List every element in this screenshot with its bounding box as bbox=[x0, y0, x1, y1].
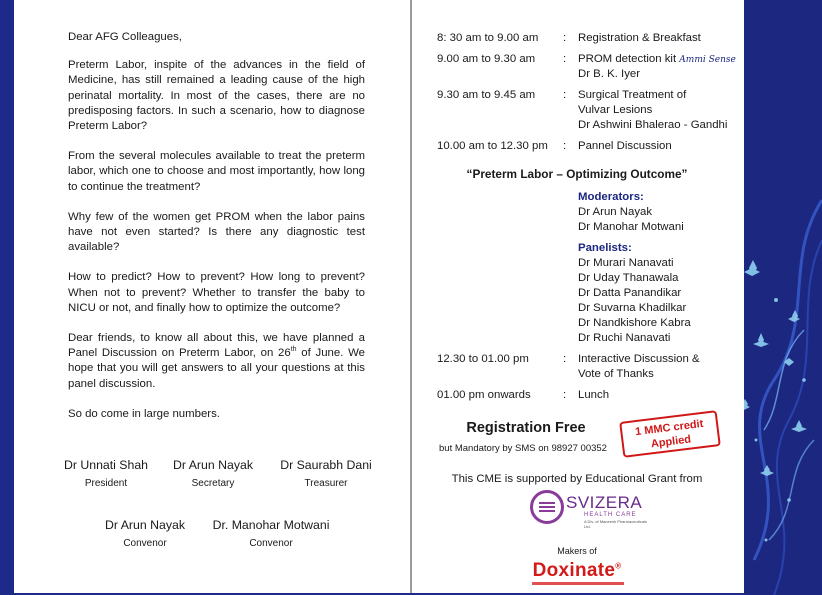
session-time: 12.30 to 01.00 pm bbox=[437, 353, 529, 365]
svizera-tagline: A Div. of Maneesh Pharmaceuticals Ltd. bbox=[584, 519, 647, 529]
letter-text: Dear friends, to know all about this, we have planned a Panel Discussion on Preterm Labor, on 26 bbox=[68, 332, 365, 360]
badge-line: Applied bbox=[650, 433, 692, 451]
session-time: 10.00 am to 12.30 pm bbox=[437, 140, 548, 152]
registration-title: Registration Free bbox=[466, 420, 586, 436]
signatory bbox=[164, 458, 262, 489]
session-desc: Registration & Breakfast bbox=[578, 32, 701, 44]
separator: : bbox=[563, 389, 567, 401]
separator: : bbox=[563, 89, 567, 101]
session-speaker: Dr B. K. Iyer bbox=[578, 68, 641, 80]
badge-line: 1 MMC credit bbox=[634, 417, 704, 439]
session-time: 9.00 am to 9.30 am bbox=[437, 53, 536, 65]
moderator-name: Dr Arun Nayak bbox=[578, 206, 653, 218]
ordinal-suffix: th bbox=[290, 346, 297, 354]
session-title: PROM detection kit bbox=[578, 53, 677, 65]
floral-swirl-icon bbox=[744, 0, 822, 595]
doxinate-tagline-bar bbox=[532, 582, 624, 585]
ammisense-logo: Ammi Sense bbox=[679, 55, 736, 65]
signatory-role: President bbox=[84, 478, 128, 489]
session-time: 9.30 am to 9.45 am bbox=[437, 89, 536, 101]
page-fold-line bbox=[410, 0, 412, 595]
signatory-role: Convenor bbox=[249, 538, 293, 549]
signatory bbox=[56, 458, 156, 489]
svizera-logo bbox=[530, 490, 648, 529]
panelist-name: Dr Datta Panandikar bbox=[578, 287, 682, 299]
letter-paragraph: From the several molecules available to treat the preterm labor, which one to choose and most importantly, how long to continue the treatment? bbox=[68, 150, 365, 193]
signatory-name: Dr. Manohar Motwani bbox=[212, 518, 330, 532]
letter-paragraph: Why few of the women get PROM when the labor pains have not even started? Is there any diagnostic test available? bbox=[68, 210, 365, 254]
svizera-name: SVIZERA bbox=[566, 493, 643, 512]
session-time: 01.00 pm onwards bbox=[437, 389, 531, 401]
letter-greeting: Dear AFG Colleagues, bbox=[68, 31, 182, 43]
separator: : bbox=[563, 32, 567, 44]
signatory-role: Convenor bbox=[123, 538, 167, 549]
signatory bbox=[270, 458, 382, 489]
cme-support-text: This CME is supported by Educational Grant from bbox=[451, 473, 703, 485]
signatory bbox=[203, 518, 339, 549]
invitation-letter bbox=[68, 30, 365, 437]
session-desc: Vote of Thanks bbox=[578, 368, 654, 380]
letter-text: of June. We hope that you will get answers to all your questions at this panel discussion. bbox=[68, 347, 365, 390]
panelist-name: Dr Ruchi Nanavati bbox=[578, 332, 671, 344]
letter-closing: So do come in large numbers. bbox=[68, 407, 220, 420]
letter-paragraph: How to predict? How to prevent? How long to prevent? When not to prevent? Whether to transfer the baby to NICU or not, and finally how to optimize the outcome? bbox=[68, 271, 365, 314]
brand-name: Doxinate bbox=[532, 560, 616, 581]
left-border-stripe bbox=[0, 0, 14, 595]
session-time: 8: 30 am to 9.00 am bbox=[437, 32, 539, 44]
doxinate-logo bbox=[410, 560, 744, 582]
makers-of-text: Makers of bbox=[557, 546, 597, 556]
session-desc: Interactive Discussion & bbox=[578, 353, 700, 365]
signatory-role: Treasurer bbox=[304, 478, 348, 489]
letter-paragraph: Preterm Labor, inspite of the advances in the field of Medicine, has still remained a leading cause of the high perinatal mortality. In most of the cases, there are no predisposing factors. In such a scenario, how to diagnose Preterm Labor? bbox=[68, 59, 365, 133]
session-desc: Lunch bbox=[578, 389, 610, 401]
session-speaker: Dr Ashwini Bhalerao - Gandhi bbox=[578, 119, 728, 131]
panelist-name: Dr Murari Nanavati bbox=[578, 257, 674, 269]
signatory-name: Dr Arun Nayak bbox=[173, 458, 253, 472]
session-desc: Vulvar Lesions bbox=[578, 104, 653, 116]
signatory-role: Secretary bbox=[191, 478, 235, 489]
session-desc: Surgical Treatment of bbox=[578, 89, 687, 101]
letter-paragraph bbox=[68, 331, 365, 392]
signatory bbox=[94, 518, 196, 549]
mmc-credit-badge bbox=[619, 410, 721, 458]
separator: : bbox=[563, 353, 567, 365]
svizera-subtitle: HEALTH CARE bbox=[584, 512, 637, 518]
separator: : bbox=[563, 140, 567, 152]
svizera-s-icon bbox=[530, 490, 564, 524]
registration-subtitle: but Mandatory by SMS on 98927 00352 bbox=[439, 443, 607, 454]
session-desc bbox=[578, 52, 736, 68]
panel-title: “Preterm Labor – Optimizing Outcome” bbox=[466, 167, 688, 181]
signatory-name: Dr Unnati Shah bbox=[63, 458, 149, 472]
session-desc: Pannel Discussion bbox=[578, 140, 672, 152]
separator: : bbox=[563, 53, 567, 65]
decorative-floral-panel bbox=[744, 0, 822, 595]
panelist-name: Dr Nandkishore Kabra bbox=[578, 317, 691, 329]
panelists-label: Panelists: bbox=[578, 242, 632, 254]
panelist-name: Dr Suvarna Khadilkar bbox=[578, 302, 687, 314]
signatory-name: Dr Saurabh Dani bbox=[280, 458, 372, 472]
moderator-name: Dr Manohar Motwani bbox=[578, 221, 684, 233]
panelist-name: Dr Uday Thanawala bbox=[578, 272, 679, 284]
moderators-label: Moderators: bbox=[578, 191, 644, 203]
registered-mark: ® bbox=[615, 561, 622, 571]
signatory-name: Dr Arun Nayak bbox=[105, 518, 185, 532]
